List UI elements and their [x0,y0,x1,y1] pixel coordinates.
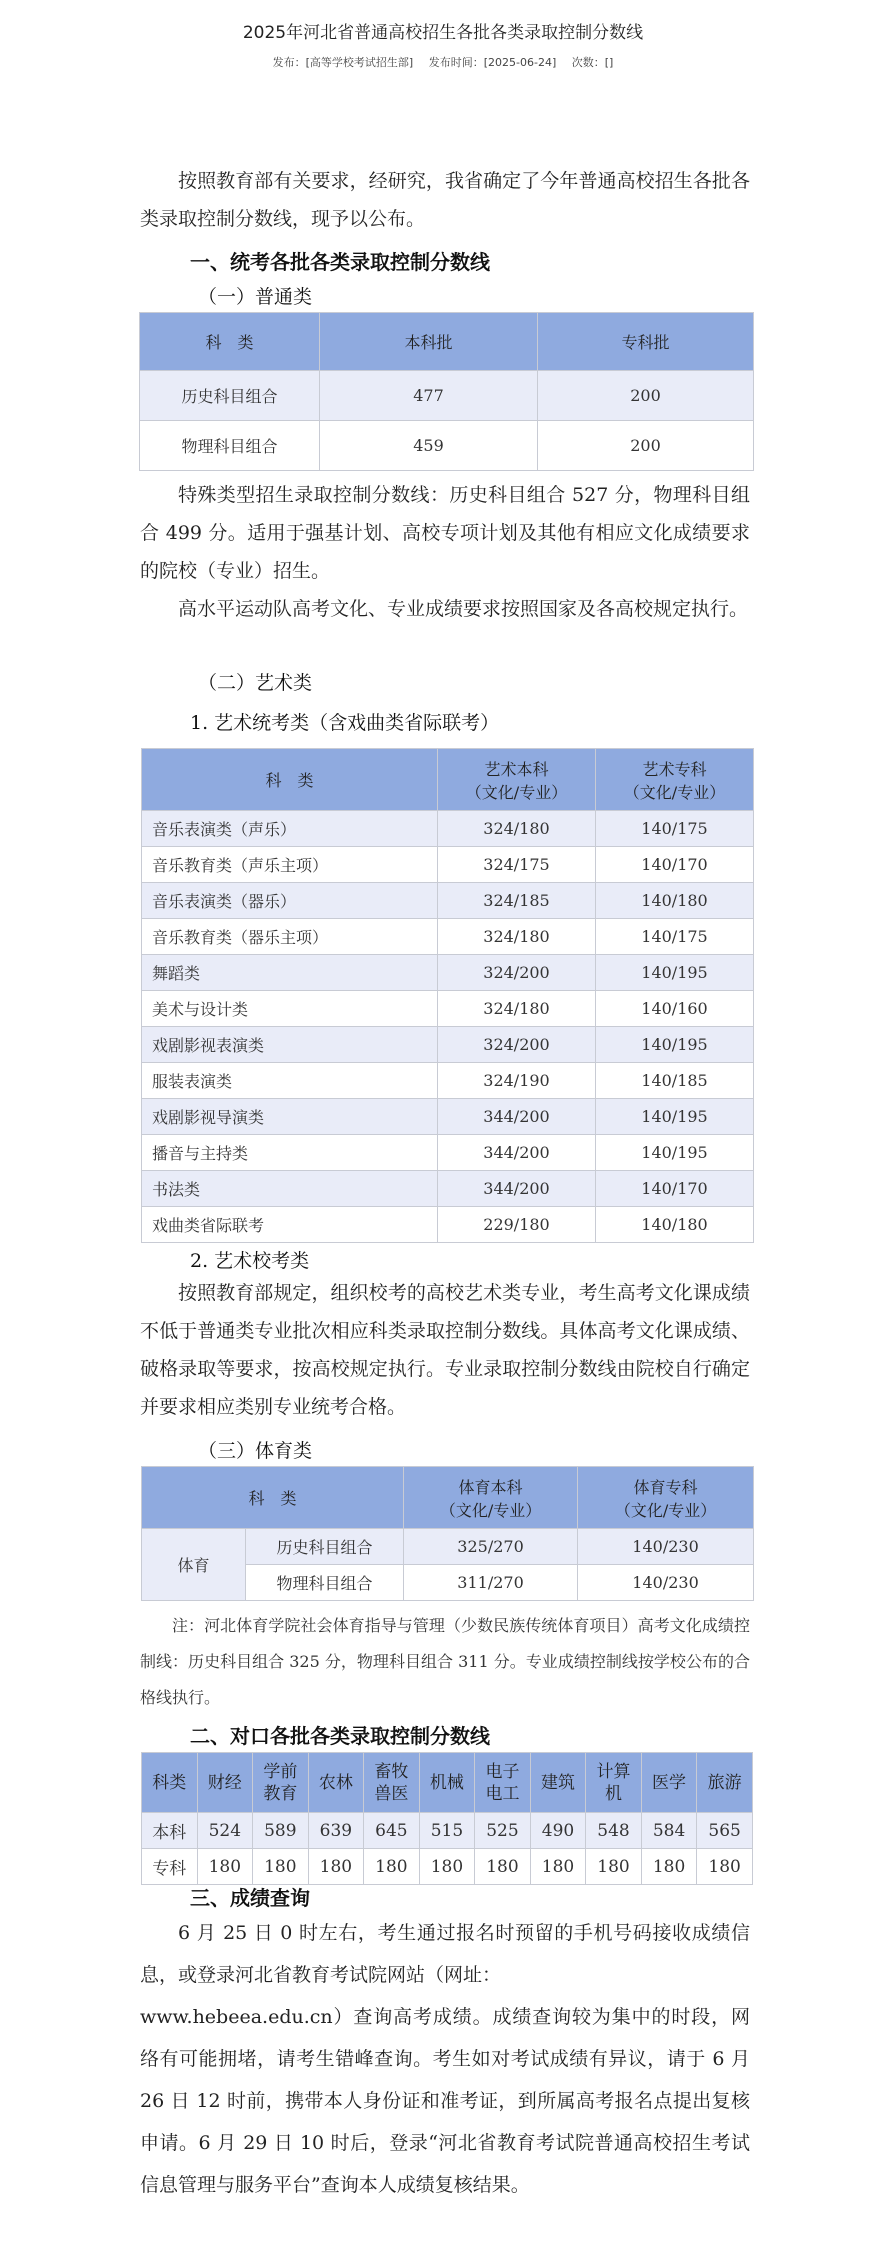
art-subject-cell: 音乐表演类（声乐） [142,811,438,847]
table-row [140,371,754,421]
voc-cell: 180 [364,1849,420,1885]
art-score-cell: 324/200 [438,955,596,991]
art-score-cell: 344/200 [438,1135,596,1171]
cell: 历史科目组合 [140,371,320,421]
art-header-undergrad: 艺术本科 （文化/专业） [438,749,596,811]
table-row [142,847,754,883]
pe-note: 注：河北体育学院社会体育指导与管理（少数民族传统体育项目）高考文化成绩控制线：历史科目组合 325 分，物理科目组合 311 分。专业成绩控制线按学校公布的合格线执行。 [140,1616,750,1707]
voc-cell: 专科 [142,1849,198,1885]
special-type-paragraph: 特殊类型招生录取控制分数线：历史科目组合 527 分，物理科目组合 499 分。适用于强基计划、高校专项计划及其他有相应文化成绩要求的院校（专业）招生。 [140,484,750,582]
table-row [142,1849,753,1885]
voc-cell: 180 [197,1849,253,1885]
voc-cell: 180 [475,1849,531,1885]
table-row [142,811,754,847]
header-college: 专科批 [538,313,754,371]
art-subject-cell: 音乐教育类（声乐主项） [142,847,438,883]
art-subject-cell: 戏剧影视表演类 [142,1027,438,1063]
art-score-cell: 140/175 [596,919,754,955]
cell: 历史科目组合 [246,1529,404,1565]
header-undergrad: 本科批 [320,313,538,371]
table-row [142,955,754,991]
voc-cell: 180 [697,1849,753,1885]
voc-cell: 525 [475,1813,531,1849]
cell: 311/270 [404,1565,578,1601]
section1-sub1-heading: （一）普通类 [198,286,313,308]
sports-team-paragraph: 高水平运动队高考文化、专业成绩要求按照国家及各高校规定执行。 [178,598,749,620]
voc-cell: 180 [530,1849,586,1885]
table-row [142,1063,754,1099]
voc-header-cell: 财经 [197,1753,253,1813]
art-score-cell: 324/190 [438,1063,596,1099]
table-row [140,421,754,471]
art-score-cell: 324/200 [438,1027,596,1063]
score-query-text-2: www.hebeea.edu.cn）查询高考成绩。成绩查询较为集中的时段，网络有可能拥堵，请考生错峰查询。考生如对考试成绩有异议，请于 6 月 26 日 12 时前，携带本人身份证和准考证，到所属高考报名点提出复核申请。6 月 29 日 10 时后，登录“河北省教育考试院普通高校招生考试信息管理与服务平台”查询本人成绩复核结果。 [140,2006,750,2196]
cell: 459 [320,421,538,471]
art-score-cell: 229/180 [438,1207,596,1243]
section1-sub2-heading: （二）艺术类 [198,672,313,694]
section1-heading: 一、统考各批各类录取控制分数线 [190,250,490,274]
cell: 477 [320,371,538,421]
cell: 140/230 [578,1529,754,1565]
art-header-college: 艺术专科 （文化/专业） [596,749,754,811]
publish-meta [0,54,886,70]
art-score-cell: 140/160 [596,991,754,1027]
table-row [142,1171,754,1207]
general-score-table [139,312,754,471]
voc-header-cell: 学前 教育 [253,1753,309,1813]
cell: 200 [538,371,754,421]
table-row [142,1027,754,1063]
voc-header-cell: 农林 [308,1753,364,1813]
art-unified-heading: 1. 艺术统考类（含戏曲类省际联考） [190,712,500,734]
voc-cell: 180 [419,1849,475,1885]
voc-cell: 524 [197,1813,253,1849]
pe-score-table [141,1466,754,1601]
table-row [142,1207,754,1243]
voc-header-cell: 畜牧 兽医 [364,1753,420,1813]
voc-cell: 180 [253,1849,309,1885]
art-subject-cell: 音乐表演类（器乐） [142,883,438,919]
table-row [142,1135,754,1171]
art-score-cell: 324/180 [438,919,596,955]
art-score-table [141,748,754,1243]
publisher-label: 发布：[高等学校考试招生部] [272,56,414,69]
section2-heading: 二、对口各批各类录取控制分数线 [190,1724,490,1748]
cell: 物理科目组合 [140,421,320,471]
section1-sub3-heading: （三）体育类 [198,1440,313,1462]
view-count: 次数：[] [571,56,614,69]
art-score-cell: 140/180 [596,1207,754,1243]
table-row [142,991,754,1027]
cell: 物理科目组合 [246,1565,404,1601]
voc-cell: 584 [641,1813,697,1849]
voc-cell: 589 [253,1813,309,1849]
art-score-cell: 324/175 [438,847,596,883]
pe-group-cell: 体育 [142,1529,246,1601]
art-score-cell: 140/195 [596,1099,754,1135]
vocational-score-table [141,1752,753,1885]
voc-cell: 490 [530,1813,586,1849]
voc-header-cell: 医学 [641,1753,697,1813]
art-score-cell: 140/185 [596,1063,754,1099]
voc-header-cell: 建筑 [530,1753,586,1813]
art-header-subject: 科 类 [142,749,438,811]
publish-time: 发布时间：[2025-06-24] [428,56,557,69]
pe-header-subject: 科 类 [142,1467,404,1529]
voc-cell: 180 [586,1849,642,1885]
art-subject-cell: 戏曲类省际联考 [142,1207,438,1243]
art-subject-cell: 音乐教育类（器乐主项） [142,919,438,955]
voc-cell: 565 [697,1813,753,1849]
voc-header-cell: 旅游 [697,1753,753,1813]
art-score-cell: 140/195 [596,955,754,991]
cell: 200 [538,421,754,471]
art-score-cell: 324/180 [438,811,596,847]
art-score-cell: 140/180 [596,883,754,919]
art-score-cell: 140/195 [596,1135,754,1171]
cell: 140/230 [578,1565,754,1601]
art-score-cell: 344/200 [438,1099,596,1135]
section3-heading: 三、成绩查询 [190,1886,310,1910]
pe-header-college: 体育专科 （文化/专业） [578,1467,754,1529]
table-row [142,1099,754,1135]
art-score-cell: 324/180 [438,991,596,1027]
page-title: 2025年河北省普通高校招生各批各类录取控制分数线 [242,23,644,43]
art-score-cell: 324/185 [438,883,596,919]
art-subject-cell: 美术与设计类 [142,991,438,1027]
voc-header-cell: 机械 [419,1753,475,1813]
voc-cell: 515 [419,1813,475,1849]
art-score-cell: 140/195 [596,1027,754,1063]
voc-cell: 548 [586,1813,642,1849]
voc-cell: 645 [364,1813,420,1849]
voc-header-cell: 计算 机 [586,1753,642,1813]
table-row [142,1813,753,1849]
art-subject-cell: 服装表演类 [142,1063,438,1099]
art-subject-cell: 舞蹈类 [142,955,438,991]
voc-cell: 180 [308,1849,364,1885]
voc-header-cell: 科类 [142,1753,198,1813]
table-row [142,919,754,955]
art-subject-cell: 书法类 [142,1171,438,1207]
art-score-cell: 140/170 [596,847,754,883]
score-query-text-1: 6 月 25 日 0 时左右，考生通过报名时预留的手机号码接收成绩信息，或登录河北省教育考试院网站（网址： [140,1922,750,1986]
art-subject-cell: 戏剧影视导演类 [142,1099,438,1135]
pe-header-undergrad: 体育本科 （文化/专业） [404,1467,578,1529]
table-row [142,1529,754,1565]
art-school-paragraph: 按照教育部规定，组织校考的高校艺术类专业，考生高考文化课成绩不低于普通类专业批次相应科类录取控制分数线。具体高考文化课成绩、破格录取等要求，按高校规定执行。专业录取控制分数线由院校自行确定并要求相应类别专业统考合格。 [140,1282,750,1418]
voc-header-cell: 电子 电工 [475,1753,531,1813]
voc-cell: 639 [308,1813,364,1849]
score-query-paragraph [140,1912,750,2206]
table-row [142,883,754,919]
intro-paragraph: 按照教育部有关要求，经研究，我省确定了今年普通高校招生各批各类录取控制分数线，现予以公布。 [140,170,750,230]
art-score-cell: 140/175 [596,811,754,847]
voc-cell: 本科 [142,1813,198,1849]
cell: 325/270 [404,1529,578,1565]
art-score-cell: 344/200 [438,1171,596,1207]
art-school-heading: 2. 艺术校考类 [190,1250,310,1272]
art-score-cell: 140/170 [596,1171,754,1207]
art-subject-cell: 播音与主持类 [142,1135,438,1171]
voc-cell: 180 [641,1849,697,1885]
header-subject: 科 类 [140,313,320,371]
